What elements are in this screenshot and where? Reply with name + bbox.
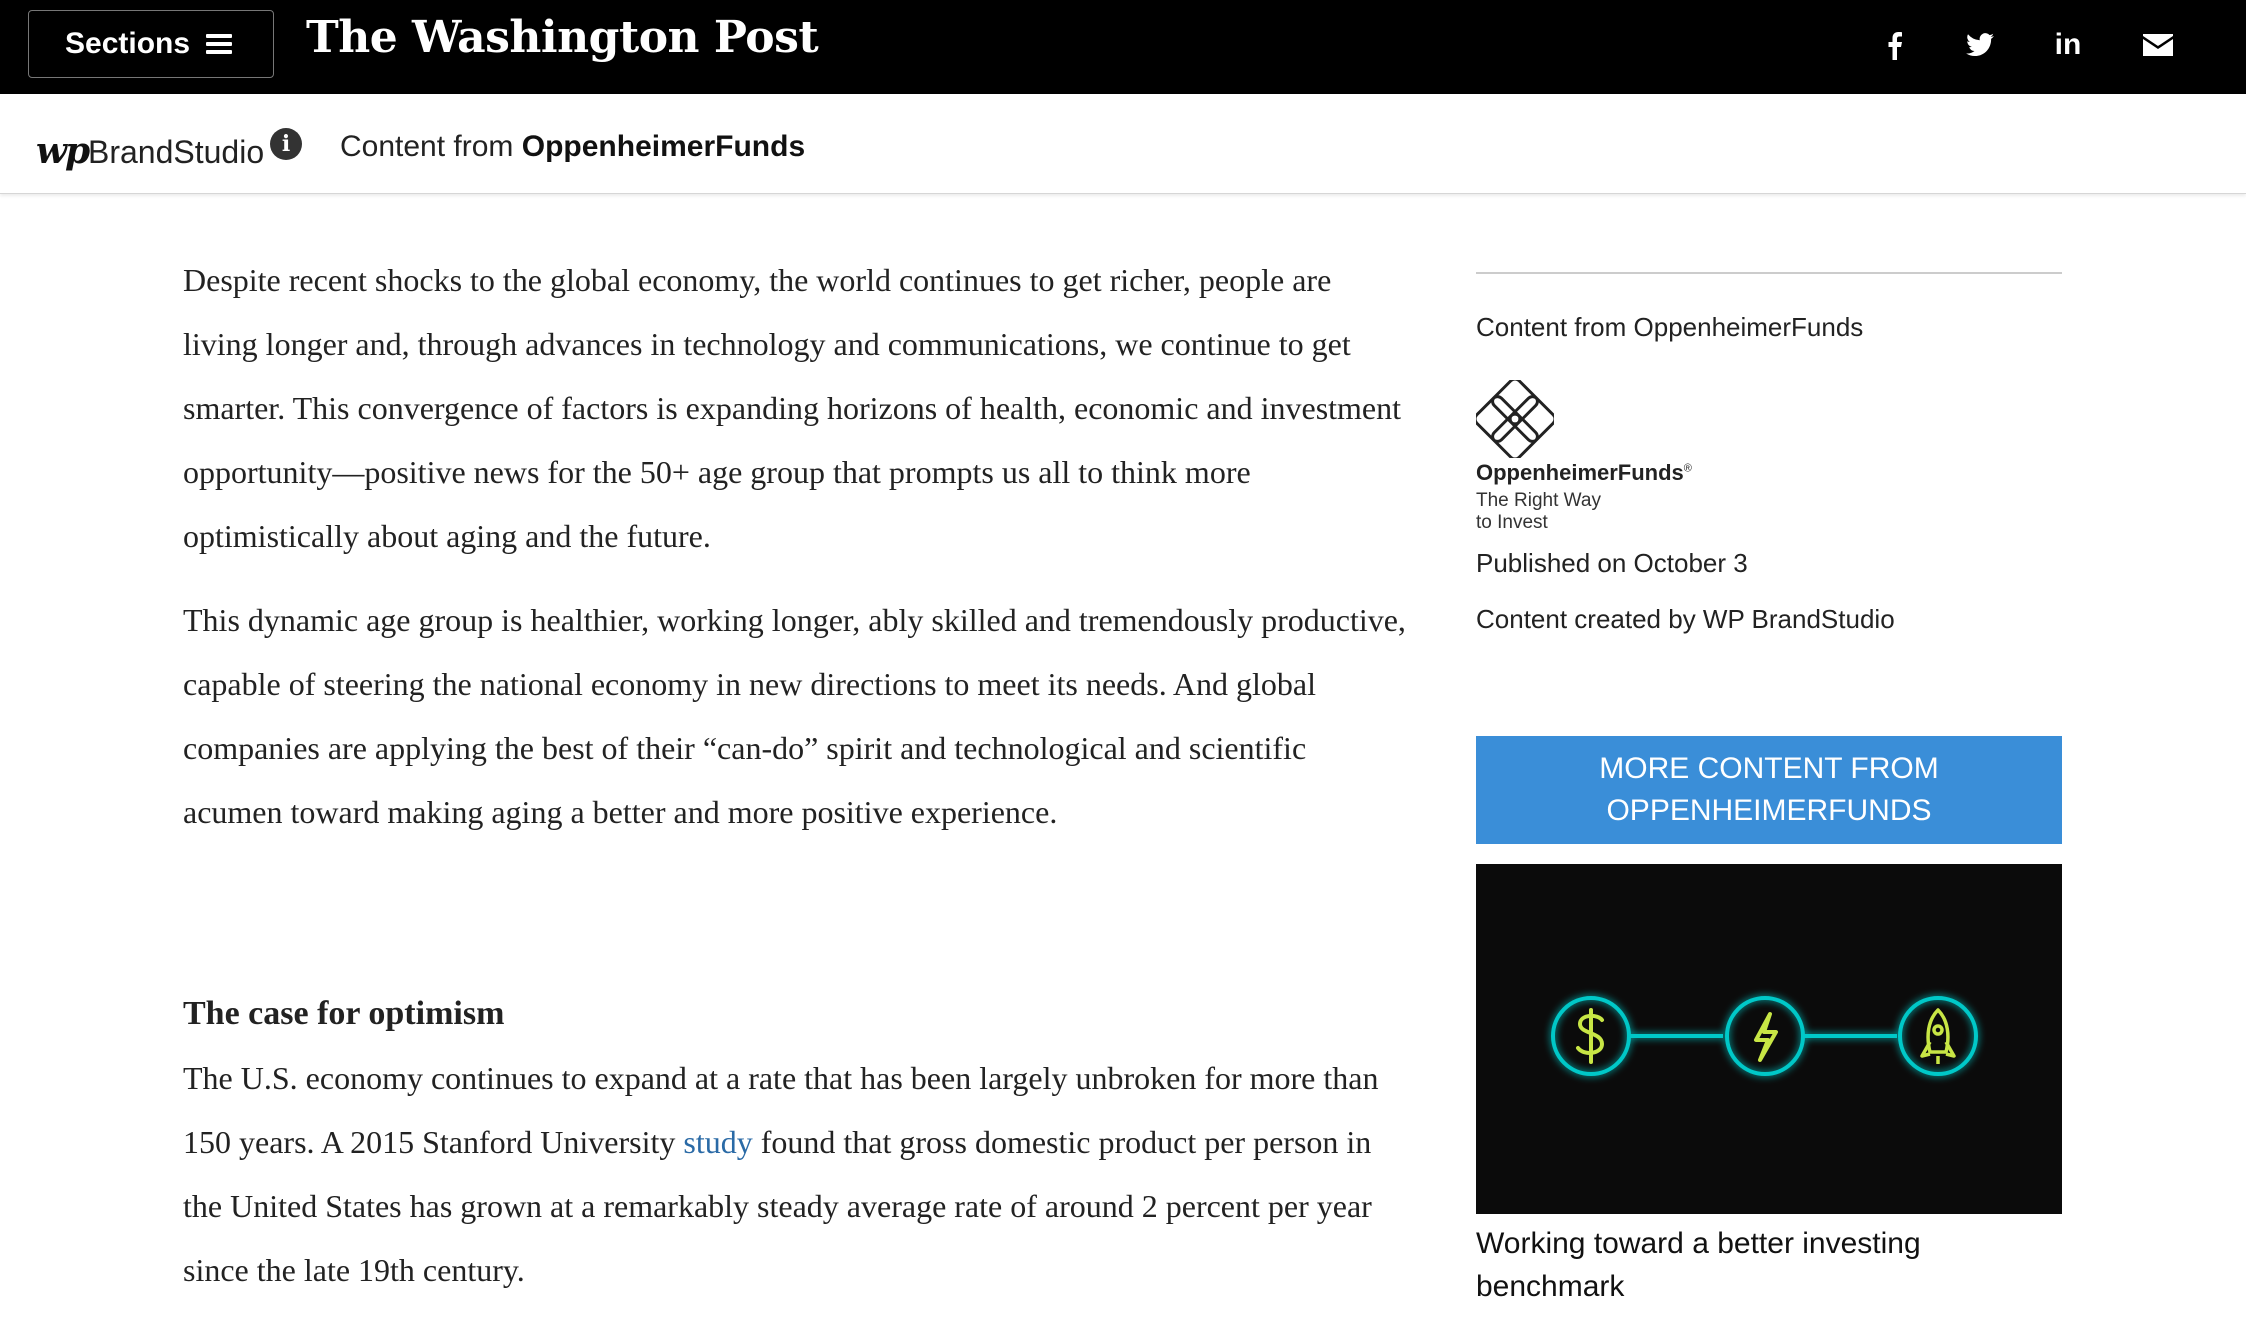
promo-illustration	[1476, 864, 2062, 1214]
more-content-button[interactable]	[1476, 736, 2062, 844]
sponsor-tagline	[1476, 490, 1636, 534]
email-icon	[2143, 34, 2173, 56]
paragraph-text: The U.S. economy continues to expand at a rate that has been largely unbroken for more than 150 years. A 2015 Stanford University	[183, 1060, 1379, 1160]
study-link[interactable]: study	[683, 1124, 753, 1160]
washington-post-masthead[interactable]: The Washington Post	[306, 12, 819, 63]
sponsor-name: OppenheimerFunds	[521, 130, 806, 163]
info-icon[interactable]: i	[270, 128, 302, 160]
twitter-share-button[interactable]	[1955, 20, 2005, 70]
brandstudio-label[interactable]: BrandStudio	[88, 134, 265, 170]
tagline-line: The Right Way	[1476, 490, 1601, 511]
sponsor-line	[340, 130, 805, 164]
linkedin-icon: in	[2054, 28, 2082, 61]
linkedin-share-button[interactable]	[2043, 20, 2093, 70]
more-button-line: MORE CONTENT FROM	[1599, 752, 1939, 785]
sidebar-content-from: Content from OppenheimerFunds	[1476, 312, 1864, 342]
section-heading: The case for optimism	[183, 995, 505, 1032]
brand-studio-bar	[0, 94, 2246, 194]
facebook-icon	[1885, 30, 1903, 60]
dollar-icon	[1578, 1010, 1602, 1062]
article-paragraph: Despite recent shocks to the global economy, the world continues to get richer, people are living longer and, through advances in technology and communications, we continue to get smarter. This convergence of factors is expanding horizons of health, economic and investment opportunity—positive news for the 50+ age group that prompts us all to think more optimistically about aging and the future.	[183, 262, 1402, 554]
lightning-icon	[1756, 1014, 1776, 1060]
top-navigation-bar	[0, 0, 2246, 94]
sidebar-divider	[1476, 272, 2062, 274]
hamburger-icon	[206, 34, 232, 54]
brand-name-text: OppenheimerFunds	[1476, 460, 1684, 485]
article-paragraph	[183, 1046, 1413, 1302]
sections-label: Sections	[65, 27, 191, 60]
registered-mark: ®	[1683, 462, 1692, 475]
facebook-share-button[interactable]	[1869, 20, 1919, 70]
tagline-line: to Invest	[1476, 512, 1548, 533]
sponsor-brand-name	[1476, 460, 1692, 486]
published-date: Published on October 3	[1476, 548, 1748, 578]
wp-logo[interactable]: wp	[36, 130, 89, 172]
sidebar	[1476, 272, 2062, 1303]
content-created-by: Content created by WP BrandStudio	[1476, 604, 1895, 634]
content-from-prefix: Content from	[340, 130, 514, 163]
email-share-button[interactable]	[2133, 20, 2183, 70]
article-body	[183, 248, 1413, 1322]
twitter-icon	[1966, 33, 1994, 57]
sections-menu-button[interactable]	[28, 10, 274, 78]
promo-caption-link[interactable]: Working toward a better investing benchmark	[1476, 1227, 1921, 1303]
article-paragraph: This dynamic age group is healthier, working longer, ably skilled and tremendously productive, capable of steering the national economy in new directions to meet its needs. And global companies are applying the best of their “can-do” spirit and technological and scientific acumen toward making aging a better and more positive experience.	[183, 602, 1406, 830]
more-button-line: OPPENHEIMERFUNDS	[1606, 794, 1932, 827]
promo-image[interactable]	[1476, 864, 2062, 1214]
rocket-icon	[1922, 1010, 1954, 1064]
oppenheimerfunds-logo-icon[interactable]	[1476, 380, 1554, 458]
paragraph-text: found that gross domestic product per person in the United States has grown at a remarkably steady average rate of around 2 percent per year since the late 19th century.	[183, 1124, 1372, 1288]
